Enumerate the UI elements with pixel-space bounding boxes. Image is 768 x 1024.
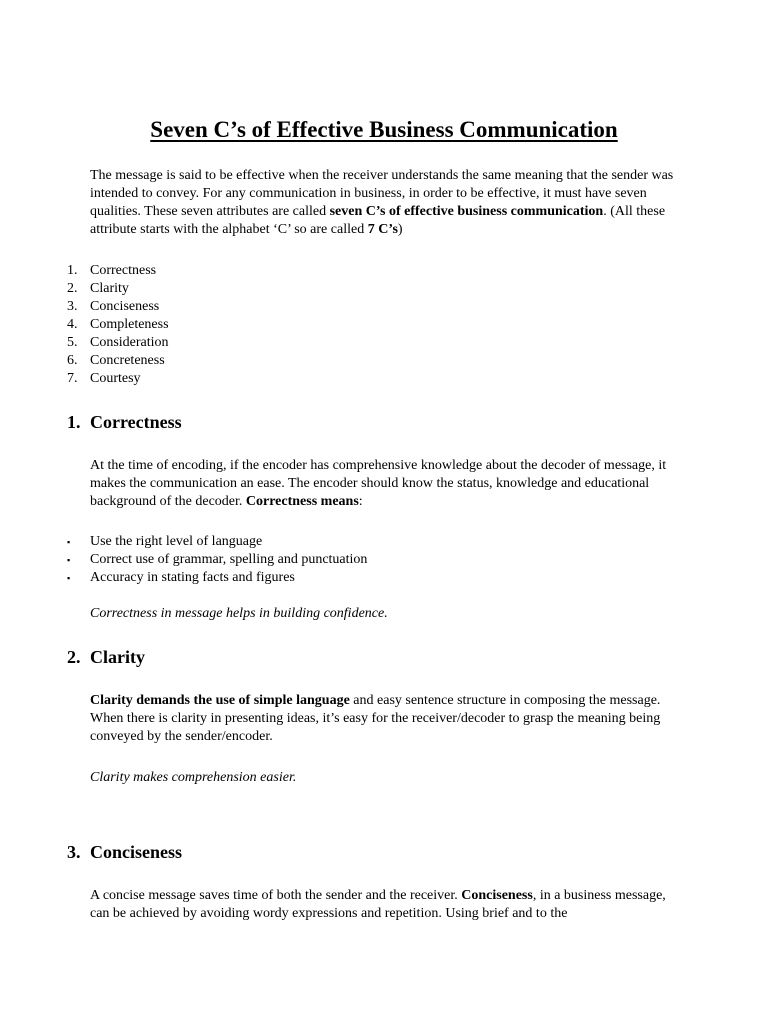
conciseness-text-1: A concise message saves time of both the sender and the receiver. [90, 888, 462, 903]
correctness-bold: Correctness means [245, 494, 359, 509]
list-item-number: 3. [67, 299, 78, 314]
list-item [0, 533, 768, 551]
conciseness-paragraph [90, 887, 680, 923]
list-item [0, 298, 768, 316]
list-item-label: Conciseness [90, 299, 160, 314]
correctness-bullet-list [0, 533, 768, 587]
correctness-text: At the time of encoding, if the encoder has comprehensive knowledge about the decoder of message, it makes the communication an ease. The encoder should know the status, knowledge and educational background of the decoder. [90, 458, 667, 509]
list-item-label: Completeness [90, 317, 169, 332]
document-title: Seven C’s of Effective Business Communication [150, 117, 618, 142]
bullet-icon: ▪ [67, 573, 71, 583]
section-heading-correctness [0, 410, 768, 434]
list-item [0, 569, 768, 587]
intro-paragraph [90, 167, 680, 239]
correctness-text-end: : [358, 494, 363, 509]
list-item-label: Clarity [90, 281, 129, 296]
section-heading-clarity [0, 645, 768, 669]
clarity-paragraph [90, 692, 680, 746]
bullet-text: Use the right level of language [90, 534, 263, 549]
correctness-paragraph [90, 457, 680, 511]
clarity-text: and easy sentence structure in composing the message. When there is clarity in presenting ideas, it’s easy for the receiver/decoder to grasp the meaning being conveyed by the sender/encoder. [90, 693, 661, 744]
list-item [0, 334, 768, 352]
intro-text-3: ) [397, 222, 403, 237]
list-item-number: 1. [67, 263, 78, 278]
list-item [0, 262, 768, 280]
list-item-label: Consideration [90, 335, 169, 350]
list-item [0, 352, 768, 370]
intro-bold-7cs: 7 C’s [367, 222, 398, 237]
correctness-note: Correctness in message helps in building confidence. [90, 606, 388, 621]
bullet-text: Accuracy in stating facts and figures [90, 570, 295, 585]
section-title: Conciseness [90, 842, 183, 862]
conciseness-bold: Conciseness [461, 888, 533, 903]
list-item-label: Concreteness [90, 353, 165, 368]
seven-cs-list [0, 262, 768, 388]
list-item [0, 316, 768, 334]
list-item [0, 280, 768, 298]
list-item-label: Correctness [90, 263, 157, 278]
list-item [0, 370, 768, 388]
intro-text-2: . (All these attribute starts with the alphabet ‘C’ so are called [90, 204, 666, 237]
intro-text-1: The message is said to be effective when the receiver understands the same meaning that the sender was intended to convey. For any communication in business, in order to be effective, it must have seven qualities. These seven attributes are called [90, 168, 674, 219]
section-number: 3. [67, 842, 81, 862]
clarity-bold: Clarity demands the use of simple language [90, 693, 350, 708]
conciseness-text-2: , in a business message, can be achieved by avoiding wordy expressions and repetition. Using brief and to the [90, 888, 666, 921]
list-item-label: Courtesy [90, 371, 141, 386]
list-item-number: 6. [67, 353, 78, 368]
list-item-number: 2. [67, 281, 78, 296]
section-title: Correctness [90, 412, 182, 432]
section-number: 2. [67, 647, 81, 667]
list-item-number: 5. [67, 335, 78, 350]
bullet-text: Correct use of grammar, spelling and punctuation [90, 552, 368, 567]
section-title: Clarity [90, 647, 145, 667]
intro-bold-term: seven C’s of effective business communication [329, 204, 604, 219]
section-number: 1. [67, 412, 81, 432]
bullet-icon: ▪ [67, 555, 71, 565]
list-item [0, 551, 768, 569]
list-item-number: 7. [67, 371, 78, 386]
section-heading-conciseness [0, 840, 768, 864]
bullet-icon: ▪ [67, 537, 71, 547]
list-item-number: 4. [67, 317, 78, 332]
clarity-note: Clarity makes comprehension easier. [90, 770, 297, 785]
